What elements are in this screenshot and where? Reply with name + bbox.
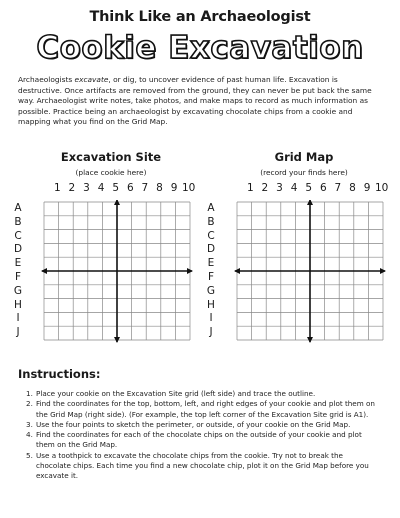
instruction-item — [26, 420, 380, 430]
row-label: E — [14, 257, 22, 270]
excavation-site-grid[interactable] — [24, 200, 194, 350]
column-label: 3 — [83, 182, 90, 194]
column-label: 10 — [182, 182, 196, 194]
row-label: B — [14, 215, 22, 228]
column-label: 6 — [319, 182, 327, 194]
column-label: 8 — [156, 182, 163, 194]
instruction-item — [26, 430, 380, 451]
instruction-text: Find the coordinates for each of the chocolate chips on the outside of your cookie and plot them on the Grid Map. — [36, 430, 362, 450]
instruction-number: 2. — [26, 399, 33, 409]
axis-arrowhead — [307, 200, 313, 205]
instruction-item — [26, 389, 380, 399]
row-label: F — [14, 271, 22, 283]
row-label: F — [207, 271, 215, 283]
instructions-list — [26, 389, 380, 482]
column-label: 2 — [68, 182, 76, 194]
page-title: Cookie Excavation — [36, 30, 364, 66]
column-label: 6 — [126, 182, 134, 194]
excavation-site-section — [12, 150, 196, 339]
grid-map-heading: Grid Map — [274, 150, 334, 164]
row-label: J — [209, 326, 213, 339]
instruction-text: Use the four points to sketch the perimeter, or outside, of your cookie on the Grid Map. — [36, 419, 351, 429]
intro-paragraph — [18, 75, 384, 128]
row-label: I — [16, 312, 20, 325]
row-label: I — [209, 312, 213, 325]
intro-text-after: , or dig, to uncover evidence of past human life. Excavation is destructive. Once artifacts are removed from the ground, they can never be put back the same way. Archaeologist write notes, take photos, and make maps to record as much information as possible. Practice being an archaeologist by excavating chocolate chips from a cookie and mapping what you find on the Grid Map. — [18, 75, 372, 127]
instruction-number: 5. — [26, 450, 33, 460]
column-label: 3 — [276, 182, 283, 194]
column-label: 1 — [246, 182, 254, 194]
excavation-site-heading: Excavation Site — [60, 150, 162, 164]
row-label: A — [14, 202, 22, 214]
instruction-number: 1. — [26, 389, 33, 398]
intro-text-before: Archaeologists — [18, 75, 75, 84]
row-label: C — [207, 229, 215, 242]
instruction-item — [26, 451, 380, 482]
grid-map-grid[interactable] — [217, 200, 387, 350]
excavation-site-subheading: (place cookie here) — [75, 168, 147, 177]
page-subtitle: Think Like an Archaeologist — [89, 9, 311, 25]
row-label: C — [14, 229, 22, 242]
column-label: 9 — [170, 182, 178, 194]
row-label: D — [13, 243, 23, 256]
axis-arrowhead — [114, 200, 120, 205]
instruction-text: Place your cookie on the Excavation Site grid (left side) and trace the outline. — [36, 389, 316, 398]
instruction-text: Find the coordinates for the top, bottom, left, and right edges of your cookie and plot them on the Grid Map (right side). (For example, the top left corner of the Excavation Site grid is A1). — [36, 399, 375, 419]
column-label: 4 — [97, 182, 105, 194]
column-label: 9 — [363, 182, 371, 194]
grid-map-subheading: (record your finds here) — [260, 168, 348, 177]
column-labels — [12, 182, 196, 196]
row-label: D — [206, 243, 216, 256]
instruction-number: 4. — [26, 430, 33, 440]
column-label: 10 — [375, 182, 389, 194]
instruction-number: 3. — [26, 419, 33, 429]
instruction-text: Use a toothpick to excavate the chocolate chips from the cookie. Try not to break the chocolate chips. Each time you find a new chocolate chip, plot it on the Grid Map before you excavate it. — [36, 450, 369, 481]
column-label: 7 — [334, 182, 342, 194]
column-label: 5 — [305, 182, 313, 194]
column-label: 7 — [141, 182, 149, 194]
row-label: G — [13, 284, 23, 297]
column-label: 2 — [261, 182, 269, 194]
row-label: E — [207, 257, 215, 270]
row-label: H — [207, 298, 215, 311]
instruction-item — [26, 399, 380, 420]
row-label: J — [16, 326, 20, 339]
instructions-heading: Instructions: — [18, 367, 101, 381]
row-label: H — [14, 298, 22, 311]
column-labels — [205, 182, 389, 196]
intro-emphasis: excavate — [74, 75, 109, 84]
column-label: 1 — [53, 182, 61, 194]
grid-map-section — [205, 150, 389, 339]
row-label: A — [207, 202, 215, 214]
row-label: B — [207, 215, 215, 228]
column-label: 8 — [349, 182, 356, 194]
column-label: 5 — [112, 182, 120, 194]
column-label: 4 — [290, 182, 298, 194]
row-label: G — [206, 284, 216, 297]
